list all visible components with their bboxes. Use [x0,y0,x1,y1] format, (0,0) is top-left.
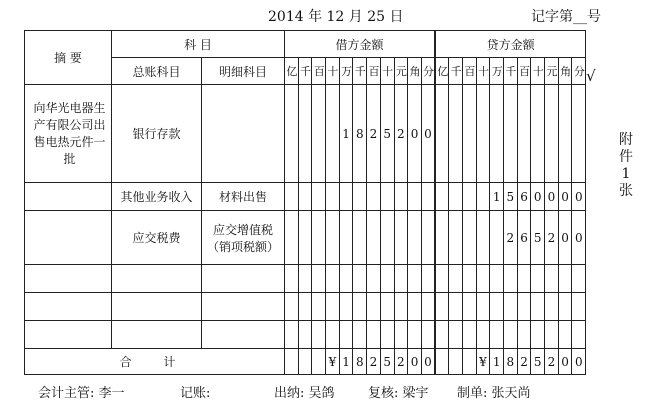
credit-digit [531,321,545,349]
entry-summary [25,293,112,321]
debit-digit [285,211,299,265]
credit-digit [504,321,518,349]
total-credit-digit: ¥ [476,349,490,375]
debit-digit [394,265,408,293]
debit-digit [339,183,353,211]
debit-digit [312,211,326,265]
credit-digit [517,85,531,183]
digit-place-label: 角 [558,58,572,85]
attachment-char: 张 [619,183,633,199]
credit-digit [517,293,531,321]
total-debit-digit [312,349,326,375]
debit-digit [339,211,353,265]
credit-digit [476,85,490,183]
digit-place-label: 万 [490,58,504,85]
credit-digit [517,265,531,293]
debit-digit [380,293,394,321]
credit-digit [449,265,463,293]
debit-digit [298,321,312,349]
credit-digit: 6 [517,211,531,265]
general-account [112,293,202,321]
debit-digit [298,85,312,183]
credit-digit [558,321,572,349]
debit-digit [326,293,340,321]
total-credit-digit: 2 [545,349,559,375]
credit-digit [435,293,449,321]
credit-digit [462,321,476,349]
debit-digit [408,265,422,293]
credit-digit [435,183,449,211]
general-account-header: 总账科目 [112,58,202,85]
debit-digit [367,293,381,321]
debit-digit [394,183,408,211]
debit-digit [353,265,367,293]
total-credit-digit: 5 [531,349,545,375]
debit-digit [380,321,394,349]
debit-digit [298,265,312,293]
credit-digit: 1 [490,183,504,211]
general-account: 应交税费 [112,211,202,265]
credit-digit [462,85,476,183]
total-credit-digit: 0 [558,349,572,375]
debit-digit [394,321,408,349]
debit-digit [380,211,394,265]
credit-digit [449,183,463,211]
account-header: 科 目 [112,31,285,58]
general-account: 银行存款 [112,85,202,183]
debit-digit: 0 [408,85,422,183]
debit-digit [285,321,299,349]
debit-digit [312,293,326,321]
detail-account: 应交增值税（销项税额） [202,211,285,265]
credit-digit: 0 [572,183,586,211]
total-credit-digit: 1 [490,349,504,375]
debit-digit [408,183,422,211]
general-account [112,265,202,293]
credit-digit: 0 [572,211,586,265]
debit-digit [380,265,394,293]
detail-account [202,265,285,293]
summary-header: 摘 要 [25,31,112,85]
digit-place-label: 千 [504,58,518,85]
credit-digit [435,85,449,183]
debit-digit [298,211,312,265]
debit-digit [353,293,367,321]
total-debit-digit: ¥ [326,349,340,375]
digit-place-label: 角 [408,58,422,85]
cashier: 出纳: 吴鸽 [274,386,335,401]
credit-digit [572,265,586,293]
digit-place-label: 亿 [285,58,299,85]
debit-digit [312,85,326,183]
credit-digit [558,265,572,293]
reviewer: 复核: 梁宇 [368,386,429,401]
credit-digit: 5 [531,211,545,265]
attachment-char: 1 [621,166,631,182]
credit-digit [490,265,504,293]
debit-digit [408,211,422,265]
debit-digit [339,321,353,349]
total-debit-digit: 2 [394,349,408,375]
credit-digit [504,265,518,293]
credit-digit [490,211,504,265]
credit-digit [545,85,559,183]
credit-digit [572,321,586,349]
total-credit-digit [449,349,463,375]
debit-digit [285,265,299,293]
credit-digit [435,321,449,349]
debit-digit [326,183,340,211]
digit-place-label: 分 [421,58,435,85]
credit-digit: 5 [504,183,518,211]
debit-digit [421,211,435,265]
digit-place-label: 十 [476,58,490,85]
total-debit-digit: 8 [353,349,367,375]
credit-digit [504,293,518,321]
credit-digit: 2 [545,211,559,265]
digit-place-label: 千 [353,58,367,85]
credit-digit: 0 [531,183,545,211]
credit-digit [572,85,586,183]
entry-summary [25,183,112,211]
credit-digit [545,265,559,293]
credit-digit: 0 [558,211,572,265]
debit-digit [408,321,422,349]
credit-digit: 0 [545,183,559,211]
voucher-number: 记字第__号 [531,9,601,25]
attachment-char: 件 [619,149,633,165]
bookkeeper: 记账: [180,386,211,401]
debit-digit [298,183,312,211]
credit-digit [558,293,572,321]
digit-place-label: 百 [367,58,381,85]
total-credit-digit [435,349,449,375]
debit-digit [367,321,381,349]
credit-digit [449,293,463,321]
debit-digit [380,183,394,211]
entry-summary [25,265,112,293]
credit-digit [545,321,559,349]
total-debit-digit: 0 [421,349,435,375]
credit-digit [462,293,476,321]
credit-digit: 6 [517,183,531,211]
debit-header: 借方金额 [285,31,436,58]
debit-digit [312,321,326,349]
debit-digit [408,293,422,321]
general-account: 其他业务收入 [112,183,202,211]
debit-digit [285,85,299,183]
credit-digit: 0 [558,183,572,211]
digit-place-label: 百 [462,58,476,85]
credit-digit [476,265,490,293]
credit-digit [449,321,463,349]
credit-digit [435,265,449,293]
total-credit-digit [462,349,476,375]
total-label: 合 计 [25,349,285,375]
debit-digit [339,293,353,321]
debit-digit [367,183,381,211]
debit-digit: 2 [367,85,381,183]
check-mark: √ [586,66,596,85]
total-credit-digit: 0 [572,349,586,375]
debit-digit [353,183,367,211]
debit-digit [326,85,340,183]
total-debit-digit: 2 [367,349,381,375]
debit-digit [339,265,353,293]
debit-digit: 8 [353,85,367,183]
credit-digit [531,293,545,321]
debit-digit [421,293,435,321]
debit-digit [367,265,381,293]
debit-digit [285,293,299,321]
credit-digit [504,85,518,183]
credit-header: 贷方金额 [435,31,586,58]
debit-digit [312,183,326,211]
credit-digit [490,85,504,183]
debit-digit [421,265,435,293]
credit-digit [531,265,545,293]
credit-digit [490,321,504,349]
debit-digit: 2 [394,85,408,183]
entry-summary [25,211,112,265]
credit-digit [435,211,449,265]
debit-digit [353,321,367,349]
credit-digit: 2 [504,211,518,265]
credit-digit [462,265,476,293]
digit-place-label: 分 [572,58,586,85]
credit-digit [449,211,463,265]
debit-digit [326,321,340,349]
total-debit-digit: 0 [408,349,422,375]
credit-digit [476,211,490,265]
digit-place-label: 千 [449,58,463,85]
total-debit-digit [298,349,312,375]
supervisor: 会计主管: 李一 [38,386,125,401]
digit-place-label: 亿 [435,58,449,85]
credit-digit [449,85,463,183]
credit-digit [462,183,476,211]
credit-digit [531,85,545,183]
digit-place-label: 元 [394,58,408,85]
attachment-char: 附 [619,132,633,148]
debit-digit: 5 [380,85,394,183]
credit-digit [517,321,531,349]
credit-digit [490,293,504,321]
debit-digit [421,321,435,349]
debit-digit [326,211,340,265]
debit-digit: 0 [421,85,435,183]
debit-digit [353,211,367,265]
debit-digit [285,183,299,211]
debit-digit [298,293,312,321]
maker: 制单: 张天尚 [457,386,531,401]
credit-digit [476,321,490,349]
digit-place-label: 万 [339,58,353,85]
credit-digit [545,293,559,321]
total-debit-digit: 5 [380,349,394,375]
debit-digit [394,293,408,321]
entry-summary [25,321,112,349]
detail-account: 材料出售 [202,183,285,211]
credit-digit [462,211,476,265]
digit-place-label: 百 [312,58,326,85]
digit-place-label: 千 [298,58,312,85]
debit-digit [312,265,326,293]
debit-digit [421,183,435,211]
digit-place-label: 十 [326,58,340,85]
total-debit-digit [285,349,299,375]
total-debit-digit: 1 [339,349,353,375]
credit-digit [558,85,572,183]
detail-account [202,293,285,321]
credit-digit [572,293,586,321]
voucher-date: 2014 年 12 月 25 日 [268,9,404,25]
debit-digit: 1 [339,85,353,183]
digit-place-label: 元 [545,58,559,85]
general-account [112,321,202,349]
debit-digit [326,265,340,293]
debit-digit [367,211,381,265]
voucher-table [24,30,596,375]
credit-digit [476,293,490,321]
entry-summary: 向华光电器生产有限公司出售电热元件一批 [25,85,112,183]
detail-account [202,321,285,349]
digit-place-label: 十 [531,58,545,85]
credit-digit [476,183,490,211]
detail-account-header: 明细科目 [202,58,285,85]
total-credit-digit: 2 [517,349,531,375]
digit-place-label: 十 [380,58,394,85]
total-credit-digit: 8 [504,349,518,375]
detail-account [202,85,285,183]
debit-digit [394,211,408,265]
digit-place-label: 百 [517,58,531,85]
attachment-count [616,132,636,200]
